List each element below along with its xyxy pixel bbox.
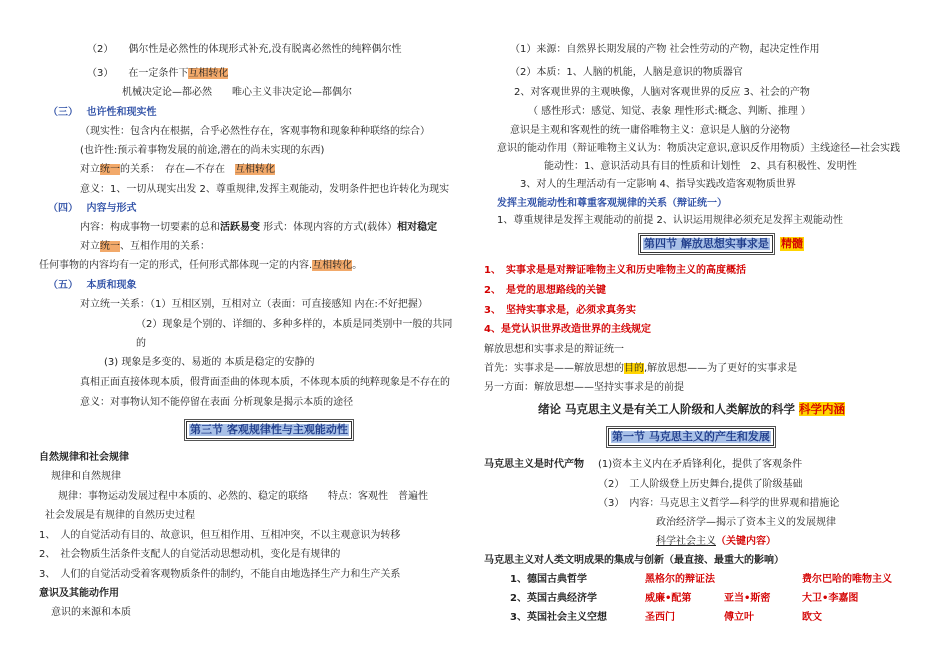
text-line: （2）本质：1、人脑的机能，人脑是意识的物质器官 xyxy=(510,67,743,78)
source-item: 傅立叶 xyxy=(724,612,754,623)
section-heading: （五） 本质和现象 xyxy=(48,280,137,291)
text-line: 意识及其能动作用 xyxy=(39,588,119,599)
text-line: 3、 人们的自觉活动受着客观物质条件的制约，不能自由地选择生产力和生产关系 xyxy=(39,569,401,580)
section-title-box: 第三节 客观规律性与主观能动性 xyxy=(186,421,352,439)
text-line: 规律和自然规律 xyxy=(51,471,121,482)
text-line: （1）来源：自然界长期发展的产物 社会性劳动的产物，起决定性作用 xyxy=(510,44,820,55)
text-line: 对立统一、互相作用的关系： xyxy=(80,241,210,252)
key-point: 4、是党认识世界改造世界的主线规定 xyxy=(484,324,651,335)
source-item: 亚当•斯密 xyxy=(724,593,771,604)
text-line: （2）现象是个别的、详细的、多种多样的，本质是同类别中一般的共同 xyxy=(136,319,453,330)
text-line: （2） 偶尔性是必然性的体现形式补充,没有脱离必然性的纯粹偶尔性 xyxy=(87,44,402,55)
text-line: 的 xyxy=(136,338,146,349)
source-item: 黑格尔的辩证法 xyxy=(645,574,715,585)
text-line: 2、 社会物质生活条件支配人的自觉活动思想动机，变化是有规律的 xyxy=(39,549,341,560)
text-line: 意义：对事物认知不能停留在表面 分析现象是揭示本质的途径 xyxy=(80,397,354,408)
text-line: 马克思主义对人类文明成果的集成与创新（最直接、最重大的影响） xyxy=(484,555,784,566)
section-title-box: 第一节 马克思主义的产生和发展 xyxy=(608,428,774,446)
text-line: (3) 现象是多变的、易逝的 本质是稳定的安静的 xyxy=(104,357,315,368)
source-item: 圣西门 xyxy=(645,612,675,623)
text-line: 首先：实事求是——解放思想的目的,解放思想——为了更好的实事求是 xyxy=(484,363,798,374)
text-line: 自然规律和社会规律 xyxy=(39,452,129,463)
section-title-box: 第四节 解放思想实事求是 xyxy=(640,235,773,253)
text-line: 科学社会主义（关键内容） xyxy=(656,536,776,547)
text-line: 意识的来源和本质 xyxy=(51,607,131,618)
text-line: 1、尊重规律是发挥主观能动的前提 2、认识运用规律必须充足发挥主观能动性 xyxy=(497,215,843,226)
key-point: 1、 实事求是是对辩证唯物主义和历史唯物主义的高度概括 xyxy=(484,265,746,276)
text-line: 意识的能动作用（辩证唯物主义认为：物质决定意识,意识反作用物质）主线途径—社会实践 xyxy=(497,143,901,154)
key-point: 2、 是党的思想路线的关键 xyxy=(484,285,606,296)
text-line: （ 感性形式：感觉、知觉、表象 理性形式:概念、判断、推理 ） xyxy=(528,106,811,117)
section-heading: （三） 也许性和现实性 xyxy=(48,107,157,118)
text-line: （2） 工人阶级登上历史舞台,提供了阶级基础 xyxy=(598,479,803,490)
text-line: （3） 内容：马克思主义哲学—科学的世界观和措施论 xyxy=(598,498,840,509)
source-item: 威廉•配第 xyxy=(645,593,692,604)
key-point: 3、 坚持实事求是，必须求真务实 xyxy=(484,305,636,316)
text-line: 马克思主义是时代产物 xyxy=(484,459,584,470)
text-line: 对立统一关系：（1）互相区别，互相对立（表面：可直接感知 内在:不好把握） xyxy=(80,299,428,310)
text-line: 任何事物的内容均有一定的形式，任何形式都体现一定的内容.互相转化。 xyxy=(39,260,363,271)
text-line: 解放思想和实事求是的辩证统一 xyxy=(484,344,624,355)
source-label: 1、德国古典哲学 xyxy=(510,574,587,585)
text-line: 对立统一的关系： 存在—不存在 互相转化 xyxy=(80,164,275,175)
text-line: 能动性：1、意识活动具有目的性质和计划性 2、具有积极性、发明性 xyxy=(544,161,857,172)
source-item: 欧文 xyxy=(802,612,822,623)
source-item: 大卫•李嘉图 xyxy=(802,593,859,604)
text-line: 内容：构成事物一切要素的总和活跃易变 形式：体现内容的方式(载体）相对稳定 xyxy=(80,222,438,233)
source-label: 2、英国古典经济学 xyxy=(510,593,597,604)
text-line: 真相正面直接体现本质，假背面歪曲的体现本质，不体现本质的纯粹现象是不存在的 xyxy=(80,377,450,388)
section-heading: 发挥主观能动性和尊重客观规律的关系（辩证统一） xyxy=(497,198,727,209)
text-line: (也许性:预示着事物发展的前途,潜在的尚未实现的东西) xyxy=(80,145,325,156)
source-item: 费尔巴哈的唯物主义 xyxy=(802,574,892,585)
text-line: (1)资本主义内在矛盾锋利化，提供了客观条件 xyxy=(598,459,803,470)
highlight-tag: 精髓 xyxy=(781,237,803,250)
source-label: 3、英国社会主义空想 xyxy=(510,612,607,623)
text-line: 3、对人的生理活动有一定影响 4、指导实践改造客观物质世界 xyxy=(520,179,796,190)
text-line: 政治经济学—揭示了资本主义的发展规律 xyxy=(656,517,836,528)
chapter-title: 绪论 马克思主义是有关工人阶级和人类解放的科学 科学内涵 xyxy=(538,402,846,416)
section-heading: （四） 内容与形式 xyxy=(48,203,137,214)
text-line: （现实性：包含内在根据，合乎必然性存在，客观事物和现象种种联络的综合） xyxy=(80,126,430,137)
text-line: 2、对客观世界的主观映像，人脑对客观世界的反应 3、社会的产物 xyxy=(514,87,810,98)
text-line: 规律：事物运动发展过程中本质的、必然的、稳定的联络 特点：客观性 普遍性 xyxy=(58,491,428,502)
text-line: 意识是主观和客观性的统一庸俗唯物主义：意识是人脑的分泌物 xyxy=(510,125,790,136)
text-line: 意义：1、一切从现实出发 2、尊重规律,发挥主观能动，发明条件把也许转化为现实 xyxy=(80,184,450,195)
text-line: 另一方面：解放思想——坚持实事求是的前提 xyxy=(484,382,684,393)
text-line: 机械决定论—都必然 唯心主义非决定论—都偶尔 xyxy=(122,87,352,98)
text-line: （3） 在一定条件下互相转化 xyxy=(87,68,229,79)
text-line: 1、 人的自觉活动有目的、故意识，但互相作用、互相冲突，不以主观意识为转移 xyxy=(39,530,401,541)
text-line: 社会发展是有规律的自然历史过程 xyxy=(45,510,195,521)
